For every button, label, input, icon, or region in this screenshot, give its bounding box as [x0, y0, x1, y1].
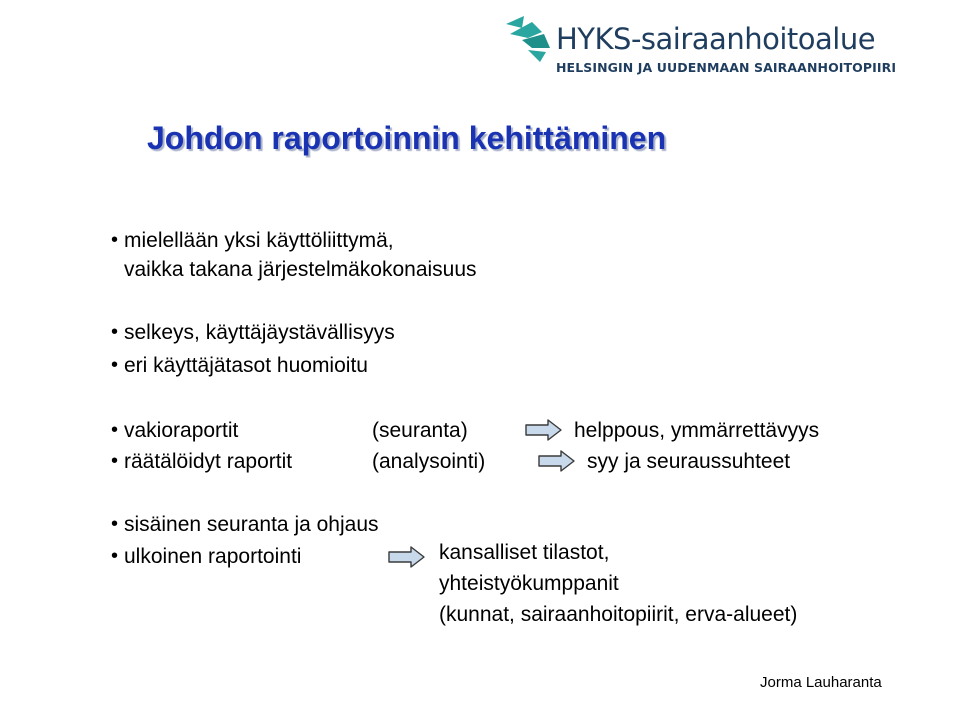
- bullet-text-national-statistics: kansalliset tilastot,: [439, 541, 610, 564]
- bullet-text-ease: helppous, ymmärrettävyys: [574, 419, 820, 442]
- right-arrow-icon: [525, 419, 563, 441]
- bullet-dot: •: [111, 321, 119, 343]
- right-arrow-icon: [388, 546, 426, 568]
- bullet-dot: •: [111, 229, 119, 251]
- logo-subtitle: HELSINGIN JA UUDENMAAN SAIRAANHOITOPIIRI: [556, 60, 897, 75]
- slide-title: Johdon raportoinnin kehittäminen: [147, 120, 667, 156]
- bullet-text-analysis: (analysointi): [372, 450, 486, 473]
- logo-name: HYKS-sairaanhoitoalue: [556, 22, 876, 56]
- bullet-text-standard-reports: vakioraportit: [124, 419, 239, 442]
- bullet-text-internal-monitoring: sisäinen seuranta ja ohjaus: [124, 513, 379, 536]
- bullet-dot: •: [111, 419, 119, 441]
- hyks-bird-logo-icon: [502, 14, 554, 66]
- bullet-text-partners: yhteistyökumppanit: [439, 572, 619, 595]
- hyks-logo: [502, 14, 952, 78]
- bullet-text-clarity: selkeys, käyttäjäystävällisyys: [124, 321, 395, 344]
- bullet-text-user-levels: eri käyttäjätasot huomioitu: [124, 354, 368, 377]
- bullet-text-custom-reports: räätälöidyt raportit: [124, 450, 293, 473]
- bullet-dot: •: [111, 354, 119, 376]
- bullet-text-system-whole: vaikka takana järjestelmäkokonaisuus: [124, 258, 477, 281]
- bullet-dot: •: [111, 450, 119, 472]
- bullet-dot: •: [111, 545, 119, 567]
- bullet-text-municipalities: (kunnat, sairaanhoitopiirit, erva-alueet): [439, 603, 798, 626]
- bullet-text-interface: mielellään yksi käyttöliittymä,: [124, 229, 394, 252]
- bullet-text-monitoring: (seuranta): [372, 419, 468, 442]
- right-arrow-icon: [538, 450, 576, 472]
- author-name: Jorma Lauharanta: [760, 674, 882, 691]
- bullet-text-external-reporting: ulkoinen raportointi: [124, 545, 302, 568]
- bullet-dot: •: [111, 513, 119, 535]
- bullet-text-causality: syy ja seuraussuhteet: [587, 450, 791, 473]
